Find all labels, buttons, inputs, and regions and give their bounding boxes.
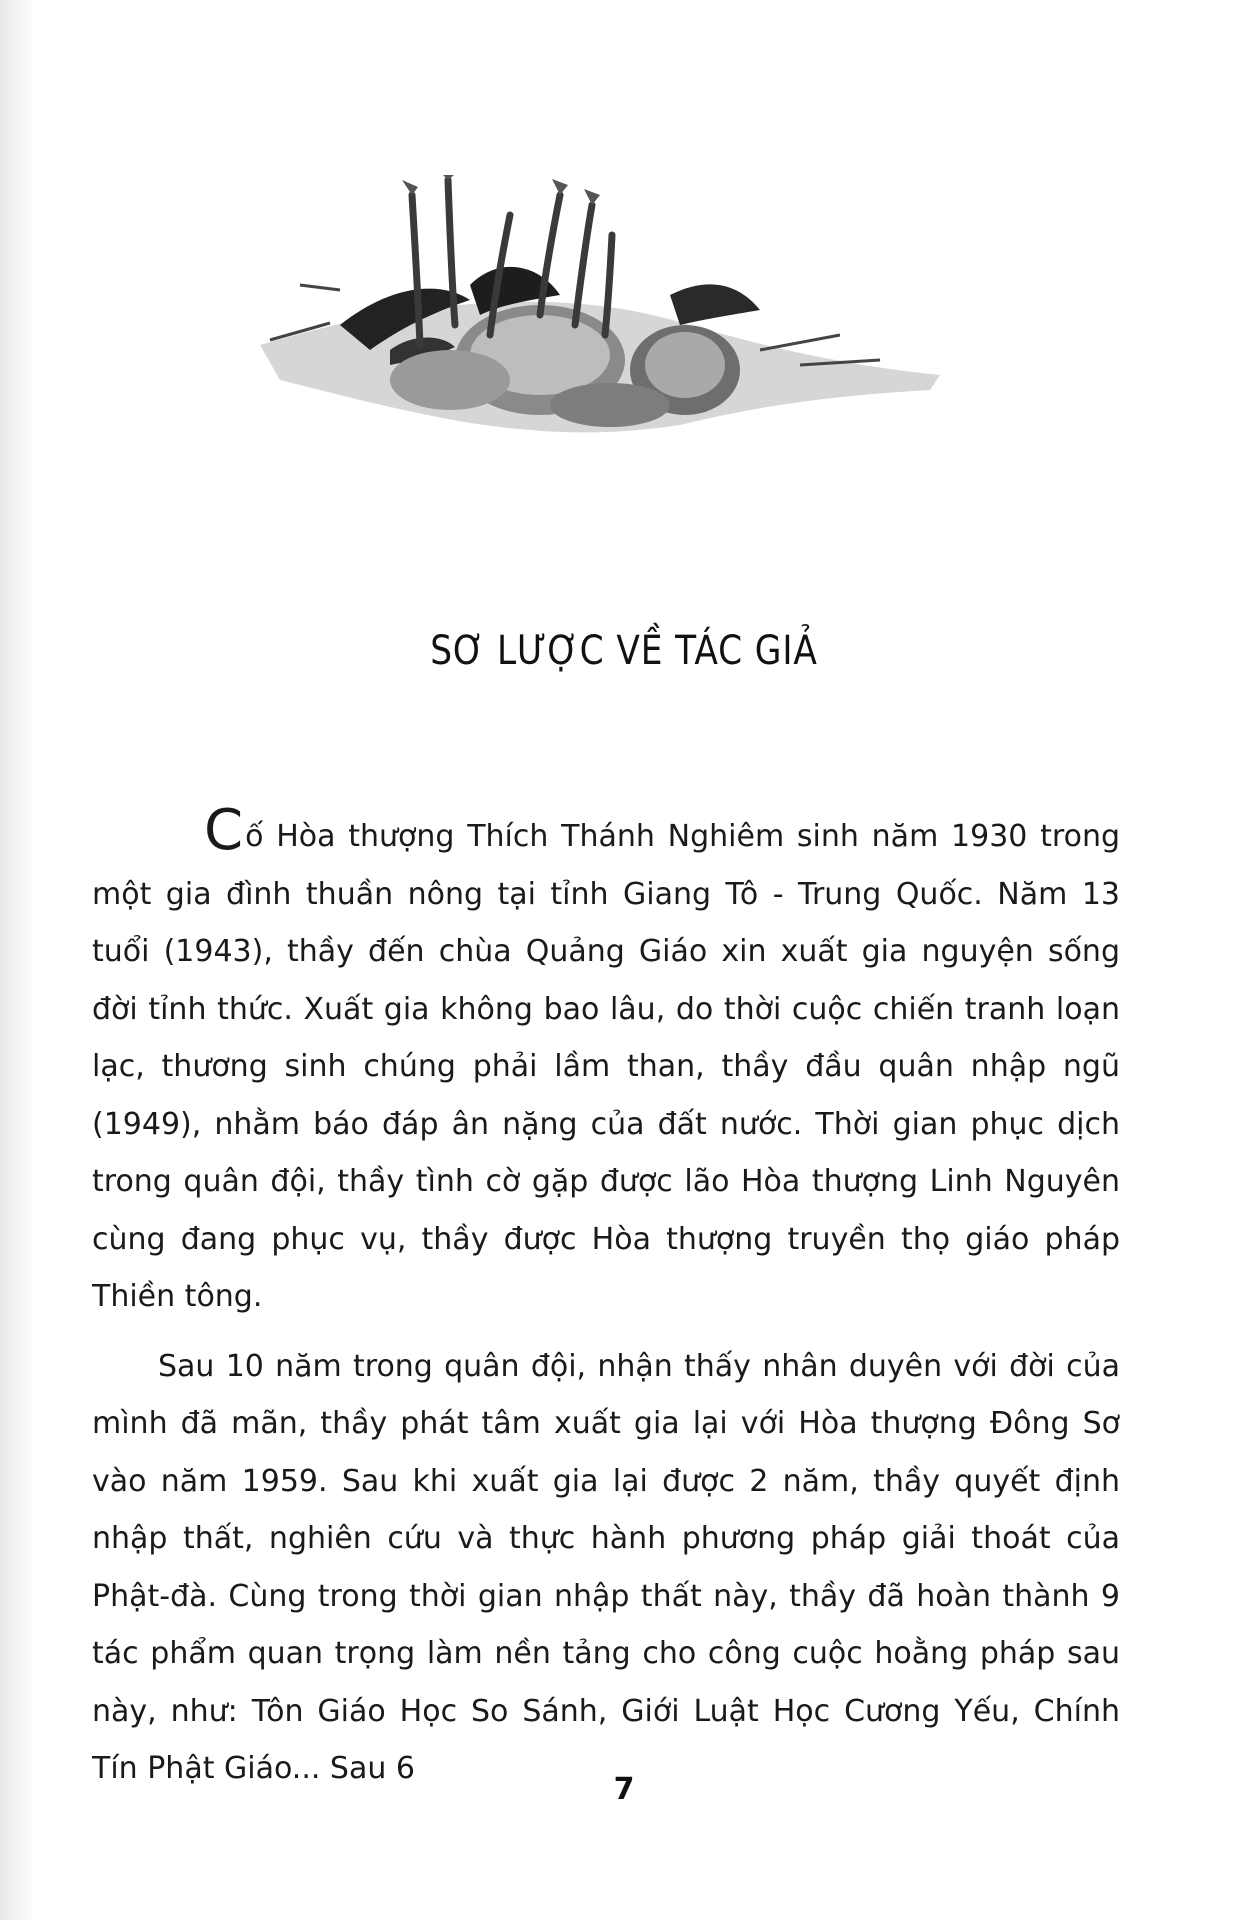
paragraph-1-text: ố Hòa thượng Thích Thánh Nghiêm sinh năm 1930 trong một gia đình thuần nông tại tỉnh Giang Tô - Trung Quốc. Năm 13 tuổi (1943), thầy đến chùa Quảng Giáo xin xuất gia nguyện sống đời tỉnh thức. Xuất gia không bao lâu, do thời cuộc chiến tranh loạn lạc, thương sinh chúng phải lầm than, thầy đầu quân nhập ngũ (1949), nhằm báo đáp ân nặng của đất nước. Thời gian phục dịch trong quân đội, thầy tình cờ gặp được lão Hòa thượng Linh Nguyên cùng đang phục vụ, thầy được Hòa thượng truyền thọ giáo pháp Thiền tông. — [92, 819, 1120, 1314]
dropcap: C — [204, 798, 244, 863]
paragraph-1 — [92, 798, 1120, 1326]
paragraph-2: Sau 10 năm trong quân đội, nhận thấy nhân duyên với đời của mình đã mãn, thầy phát tâm xuất gia lại với Hòa thượng Đông Sơ vào năm 1959. Sau khi xuất gia lại được 2 năm, thầy quyết định nhập thất, nghiên cứu và thực hành phương pháp giải thoát của Phật-đà. Cùng trong thời gian nhập thất này, thầy đã hoàn thành 9 tác phẩm quan trọng làm nền tảng cho công cuộc hoằng pháp sau này, như: Tôn Giáo Học So Sánh, Giới Luật Học Cương Yếu, Chính Tín Phật Giáo... Sau 6 — [92, 1348, 1120, 1786]
body-text — [92, 798, 1120, 1798]
sprouts-illustration — [240, 175, 1000, 555]
page-gutter-shadow — [0, 0, 36, 1920]
page-number: 7 — [613, 1772, 635, 1807]
page-title: SƠ LƯỢC VỀ TÁC GIẢ — [430, 628, 818, 674]
